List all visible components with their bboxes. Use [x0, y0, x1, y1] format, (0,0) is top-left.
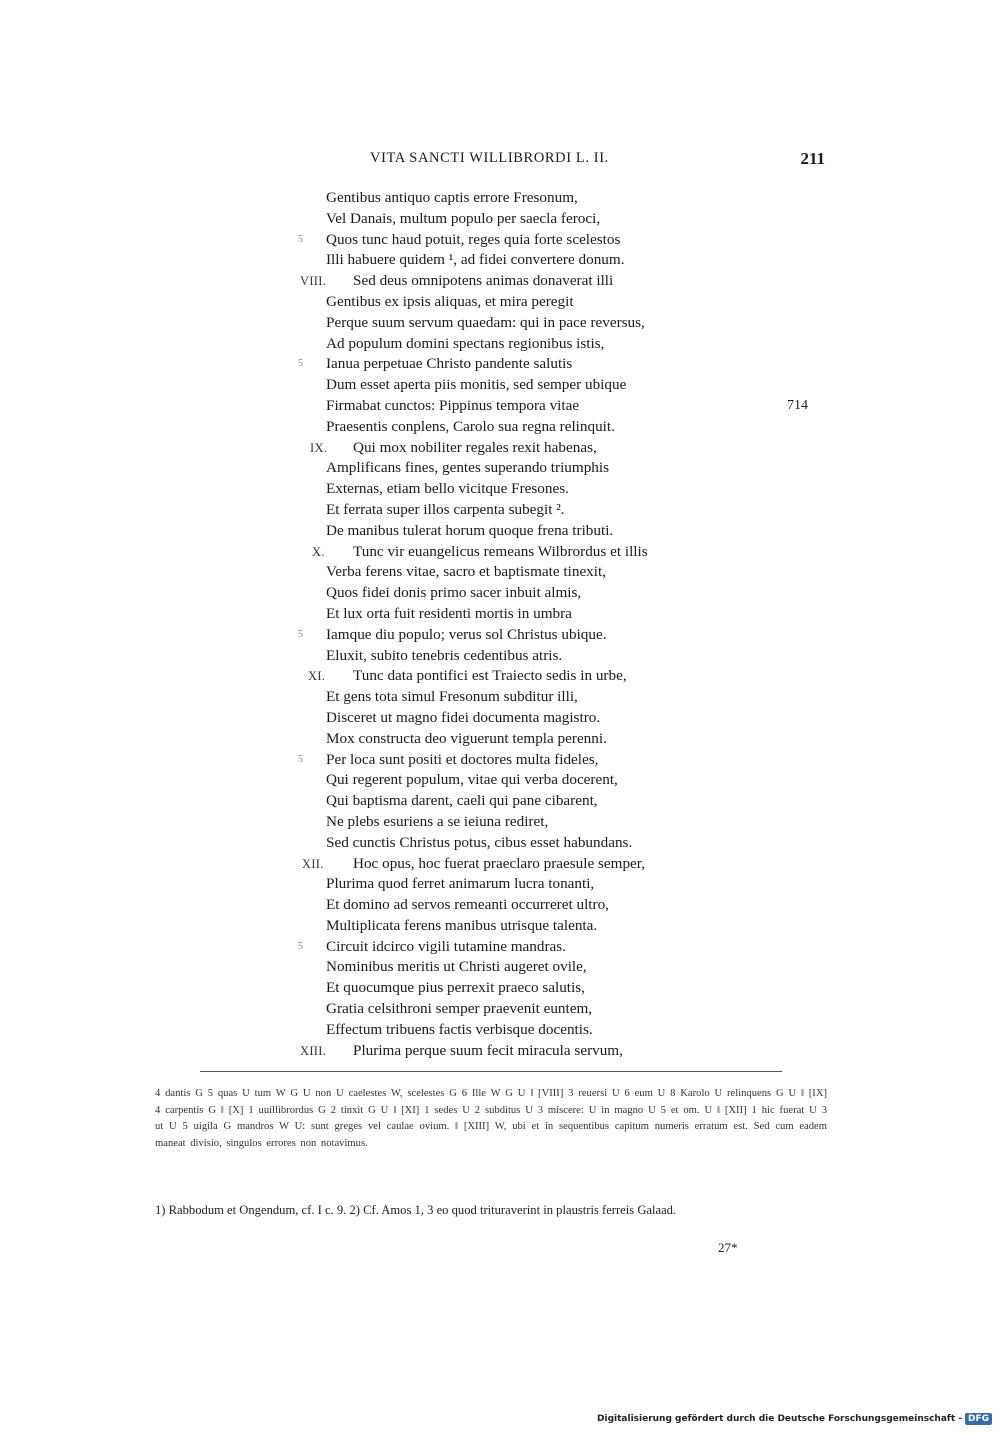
- verse-line: [290, 999, 830, 1020]
- verse-text: Gentibus antiquo captis errore Fresonum,: [326, 189, 578, 206]
- verse-text: Firmabat cunctos: Pippinus tempora vitae: [326, 396, 580, 414]
- verse-text: Ne plebs esuriens a se ieiuna rediret,: [326, 812, 549, 830]
- verse-line: [290, 209, 830, 230]
- verse-text: Effectum tribuens factis verbisque docentis.: [326, 1020, 593, 1038]
- chapter-number: XI.: [308, 669, 326, 684]
- verse-text: Circuit idcirco vigili tutamine mandras.: [326, 937, 566, 955]
- verse-line: [290, 375, 830, 396]
- verse-line: [290, 1041, 830, 1062]
- verse-text: Sed cunctis Christus potus, cibus esset habundans.: [326, 833, 633, 851]
- verse-text: Quos tunc haud potuit, reges quia forte scelestos: [326, 230, 621, 248]
- verse-line: [290, 833, 830, 854]
- verse-line: [290, 791, 830, 812]
- verse-line: [290, 230, 830, 251]
- verse-text: Vel Danais, multum populo per saecla feroci,: [326, 209, 601, 227]
- footnote-divider: [200, 1071, 782, 1072]
- verse-line: [290, 313, 830, 334]
- verse-text: Et ferrata super illos carpenta subegit ².: [326, 500, 565, 518]
- line-number: 5: [298, 233, 303, 245]
- poem-text: [290, 188, 830, 1061]
- funding-text: Digitalisierung gefördert durch die Deutsche Forschungsgemeinschaft -: [597, 1414, 962, 1424]
- verse-text: Praesentis conplens, Carolo sua regna relinquit.: [326, 417, 615, 435]
- verse-text: Per loca sunt positi et doctores multa fideles,: [326, 750, 599, 768]
- verse-line: [290, 916, 830, 937]
- verse-line: [290, 521, 830, 542]
- verse-text: Tunc vir euangelicus remeans Wilbrordus et illis: [353, 542, 648, 560]
- verse-text: Mox constructa deo viguerunt templa perenni.: [326, 729, 607, 747]
- verse-text: Verba ferens vitae, sacro et baptismate tinexit,: [326, 563, 607, 581]
- verse-text: Et lux orta fuit residenti mortis in umbra: [326, 604, 572, 622]
- verse-line: [290, 666, 830, 687]
- verse-line: [290, 729, 830, 750]
- line-number: 5: [298, 358, 303, 370]
- verse-text: Ianua perpetuae Christo pandente salutis: [326, 355, 573, 373]
- page-header: [300, 150, 825, 174]
- verse-text: Qui regerent populum, vitae qui verba docerent,: [326, 771, 618, 789]
- chapter-number: X.: [312, 544, 325, 559]
- verse-line: [290, 542, 830, 563]
- verse-line: [290, 1020, 830, 1041]
- verse-text: Ad populum domini spectans regionibus istis,: [326, 334, 605, 352]
- sheet-signature: 27*: [718, 1240, 738, 1255]
- verse-line: [290, 937, 830, 958]
- verse-text: Et domino ad servos remeanti occurreret ultro,: [326, 896, 609, 914]
- verse-line: [290, 354, 830, 375]
- verse-line: [290, 417, 830, 438]
- margin-year: 714: [787, 397, 808, 413]
- verse-line: [290, 334, 830, 355]
- verse-line: [290, 895, 830, 916]
- verse-text: Gentibus ex ipsis aliquas, et mira peregit: [326, 292, 574, 310]
- verse-text: Iamque diu populo; verus sol Christus ubique.: [326, 625, 607, 643]
- verse-line: [290, 271, 830, 292]
- verse-text: Quos fidei donis primo sacer inbuit almis,: [326, 584, 582, 602]
- page-number: 211: [800, 149, 825, 168]
- verse-text: Dum esset aperta piis monitis, sed semper ubique: [326, 376, 627, 394]
- verse-line: [290, 396, 830, 417]
- verse-text: Eluxit, subito tenebris cedentibus atris.: [326, 646, 563, 664]
- verse-text: Nominibus meritis ut Christi augeret ovile,: [326, 958, 587, 976]
- verse-text: Tunc data pontifici est Traiecto sedis in urbe,: [353, 667, 627, 685]
- chapter-number: XII.: [302, 856, 324, 871]
- verse-line: [290, 562, 830, 583]
- verse-text: Gratia celsithroni semper praevenit euntem,: [326, 1000, 593, 1018]
- verse-line: [290, 957, 830, 978]
- verse-text: Sed deus omnipotens animas donaverat illi: [353, 272, 614, 290]
- verse-line: [290, 250, 830, 271]
- verse-line: [290, 708, 830, 729]
- verse-text: Externas, etiam bello vicitque Fresones.: [326, 480, 569, 498]
- verse-text: Plurima perque suum fecit miracula servum,: [353, 1041, 623, 1059]
- line-number: 5: [298, 753, 303, 765]
- critical-apparatus: 4 dantis G 5 quas U tum W G U non U caelestes W, scelestes G 6 Ille W G U ‖ [VIII] 3 reuersi U 6 eum U 8 Karolo U relinquens G U ‖ [IX] 4 carpentis G ‖ [X] 1 uuillibrordus G 2 tinxit G U ‖ [XI] 1 sedes U 2 subditus U 3 miscere: U in magno U 5 et om. U ‖ [XII] 1 hic fuerat U 3 ut U 5 uigila G mandros W U: sunt greges vel caulae ovium. ‖ [XIII] W, ubi et in sequentibus capitum numeris erratum est. Sed cum eadem maneat divisio, singulos errores non notavimus.: [155, 1088, 827, 1149]
- verse-line: [290, 500, 830, 521]
- verse-text: Qui baptisma darent, caeli qui pane cibarent,: [326, 792, 598, 810]
- verse-text: Hoc opus, hoc fuerat praeclaro praesule semper,: [353, 854, 646, 872]
- verse-line: [290, 625, 830, 646]
- verse-text: Disceret ut magno fidei documenta magistro.: [326, 708, 601, 726]
- verse-text: Et quocumque pius perrexit praeco salutis,: [326, 979, 585, 997]
- verse-line: [290, 458, 830, 479]
- dfg-logo: DFG: [965, 1413, 992, 1425]
- verse-text: Illi habuere quidem ¹, ad fidei convertere donum.: [326, 251, 625, 269]
- verse-line: [290, 812, 830, 833]
- verse-text: Perque suum servum quaedam: qui in pace reversus,: [326, 313, 645, 331]
- verse-line: [290, 770, 830, 791]
- verse-line: [290, 188, 830, 209]
- verse-line: [290, 750, 830, 771]
- verse-line: [290, 604, 830, 625]
- verse-text: Amplificans fines, gentes superando triumphis: [326, 459, 610, 477]
- line-number: 5: [298, 628, 303, 640]
- verse-line: [290, 479, 830, 500]
- verse-line: [290, 292, 830, 313]
- verse-text: Qui mox nobiliter regales rexit habenas,: [353, 438, 597, 456]
- line-number: 5: [298, 940, 303, 952]
- chapter-number: VIII.: [300, 274, 327, 289]
- verse-line: [290, 646, 830, 667]
- footnote: 1) Rabbodum et Ongendum, cf. I c. 9. 2) Cf. Amos 1, 3 eo quod trituraverint in plaustris ferreis Galaad.: [155, 1203, 677, 1217]
- funding-notice: [597, 1413, 992, 1425]
- verse-text: Plurima quod ferret animarum lucra tonanti,: [326, 875, 595, 893]
- chapter-number: IX.: [310, 440, 328, 455]
- verse-line: [290, 874, 830, 895]
- verse-line: [290, 978, 830, 999]
- verse-text: Multiplicata ferens manibus utrisque talenta.: [326, 916, 598, 934]
- verse-line: [290, 438, 830, 459]
- verse-line: [290, 583, 830, 604]
- verse-text: De manibus tulerat horum quoque frena tributi.: [326, 521, 614, 539]
- chapter-number: XIII.: [300, 1043, 327, 1058]
- running-title: VITA SANCTI WILLIBRORDI L. II.: [370, 150, 609, 166]
- verse-text: Et gens tota simul Fresonum subditur illi,: [326, 688, 578, 706]
- verse-line: [290, 854, 830, 875]
- footnotes: [155, 1200, 827, 1220]
- verse-line: [290, 687, 830, 708]
